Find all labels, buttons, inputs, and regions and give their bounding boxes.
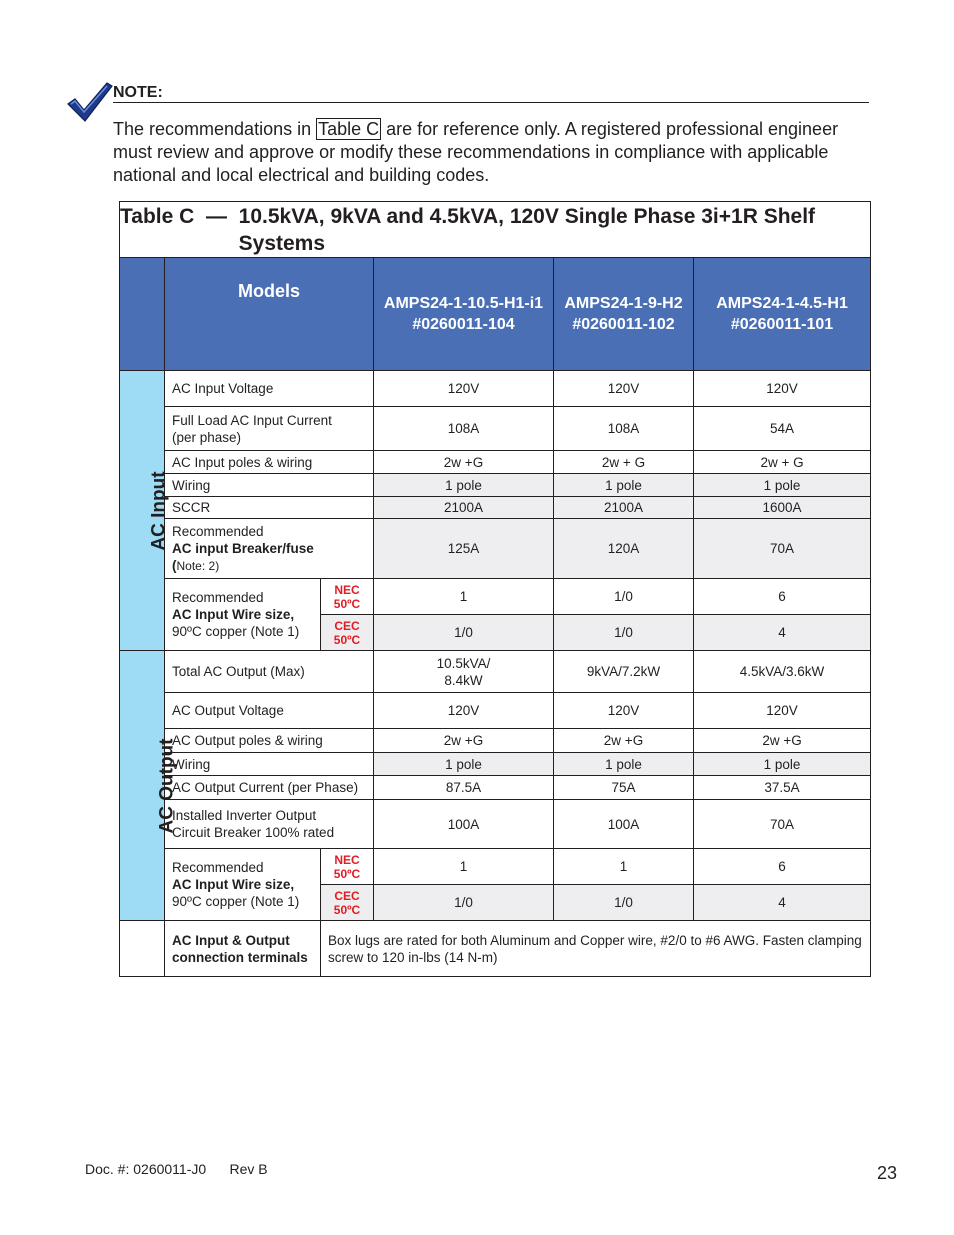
cell-value: 1/0	[554, 615, 694, 651]
cell-line: 8.4kW	[444, 672, 483, 688]
cell-value: 100A	[374, 800, 554, 849]
table-title-body: 10.5kVA, 9kVA and 4.5kVA, 120V Single Phase 3i+1R Shelf Systems	[238, 204, 816, 255]
row-label-line: Recommended	[172, 523, 264, 539]
cell-value: 2w + G	[694, 451, 871, 474]
cell-value: 2w +G	[374, 451, 554, 474]
table-row	[120, 693, 871, 729]
cell-value: 54A	[694, 407, 871, 451]
model-part: #0260011-104	[412, 316, 515, 333]
document-number: Doc. #: 0260011-J0 Rev B	[85, 1161, 268, 1177]
cell-value: 1600A	[694, 497, 871, 519]
note-text	[113, 118, 873, 187]
table-row	[120, 407, 871, 451]
cell-value: 1/0	[374, 885, 554, 921]
cell-value: 4	[694, 615, 871, 651]
table-title	[120, 202, 871, 258]
model-name: AMPS24-1-9-H2	[564, 295, 683, 312]
table-row	[120, 519, 871, 579]
cell-value: 120A	[554, 519, 694, 579]
model-part: #0260011-102	[572, 316, 675, 333]
note-text-end: are for reference only. A registered professional engineer must review and approve or modify these recommendations in compliance with applicable national and local electrical and building codes.	[113, 119, 839, 185]
nec-code	[321, 849, 374, 885]
row-label-line: Recommended	[172, 860, 264, 875]
note-paren: (	[172, 557, 177, 573]
row-label: Wiring	[165, 474, 374, 497]
cell-value: 1 pole	[694, 474, 871, 497]
cell-value: 120V	[374, 693, 554, 729]
row-label: AC Input Voltage	[165, 371, 374, 407]
row-label: AC Output Voltage	[165, 693, 374, 729]
cell-value: 1	[554, 849, 694, 885]
cell-value: 2100A	[374, 497, 554, 519]
ac-output-side-text: AC Output	[156, 738, 178, 833]
row-label-line: Full Load AC Input Current	[172, 412, 332, 428]
cell-value: 2w +G	[554, 729, 694, 753]
cell-value: 87.5A	[374, 776, 554, 800]
cell-value: 2w +G	[374, 729, 554, 753]
spec-table	[119, 201, 871, 977]
code-temp: 50ºC	[333, 596, 361, 611]
cell-value: 1 pole	[374, 474, 554, 497]
table-row	[120, 371, 871, 407]
note-divider	[113, 102, 869, 103]
model-header	[374, 258, 554, 371]
row-label-note	[172, 557, 366, 575]
page-number: 23	[877, 1163, 898, 1183]
row-label: AC Output Current (per Phase)	[165, 776, 374, 800]
cell-value: 1	[374, 849, 554, 885]
model-name: AMPS24-1-4.5-H1	[716, 295, 848, 312]
cell-value: 120V	[694, 371, 871, 407]
code-temp: 50ºC	[333, 902, 361, 917]
cec-code	[321, 885, 374, 921]
ac-input-side-label	[120, 371, 170, 651]
row-label-line: AC Input Wire size,	[172, 877, 295, 892]
cell-value: 70A	[694, 519, 871, 579]
cell-value: 9kVA/7.2kW	[554, 651, 694, 693]
table-row	[120, 776, 871, 800]
cell-value: 2w + G	[554, 451, 694, 474]
row-label-line: AC Input & Output	[172, 932, 290, 948]
model-part: #0260011-101	[730, 316, 834, 333]
table-title-prefix: Table C —	[120, 204, 239, 228]
table-row	[120, 849, 871, 885]
row-label	[165, 921, 321, 977]
cell-value: 6	[694, 849, 871, 885]
cell-value: 120V	[694, 693, 871, 729]
table-row	[120, 921, 871, 977]
ac-output-side-label	[120, 651, 178, 921]
row-label: SCCR	[165, 497, 374, 519]
table-row	[120, 451, 871, 474]
cell-value	[374, 651, 554, 693]
cell-line: 10.5kVA/	[436, 655, 491, 671]
code-name: CEC	[334, 618, 360, 633]
cell-value: 108A	[554, 407, 694, 451]
model-header	[554, 258, 694, 371]
nec-code	[321, 579, 374, 615]
code-name: NEC	[334, 852, 360, 867]
row-label-line: Circuit Breaker 100% rated	[172, 825, 335, 840]
row-label: AC Input poles & wiring	[165, 451, 374, 474]
table-row	[120, 651, 871, 693]
cell-value: 37.5A	[694, 776, 871, 800]
cell-value: 125A	[374, 519, 554, 579]
cell-value: 108A	[374, 407, 554, 451]
models-label: Models	[165, 258, 374, 371]
table-row	[120, 729, 871, 753]
row-label-line: Recommended	[172, 590, 264, 605]
code-name: CEC	[334, 888, 360, 903]
table-row	[120, 753, 871, 776]
row-label: Total AC Output (Max)	[165, 651, 374, 693]
cell-value: 120V	[554, 693, 694, 729]
table-header-row	[120, 258, 871, 371]
checkmark-icon	[66, 80, 114, 124]
cell-value: 1/0	[554, 579, 694, 615]
cell-value: 2w +G	[694, 729, 871, 753]
cell-value: 70A	[694, 800, 871, 849]
cell-value: 75A	[554, 776, 694, 800]
table-row	[120, 800, 871, 849]
table-row	[120, 474, 871, 497]
cell-value: 6	[694, 579, 871, 615]
header-corner	[120, 258, 165, 371]
row-label-line: Installed Inverter Output	[172, 808, 317, 823]
note-text-start: The recommendations in	[113, 119, 317, 139]
terminals-description: Box lugs are rated for both Aluminum and Copper wire, #2/0 to #6 AWG. Fasten clamping screw to 120 in-lbs (14 N-m)	[321, 921, 871, 977]
table-row	[120, 579, 871, 615]
model-name: AMPS24-1-10.5-H1-i1	[383, 295, 544, 312]
row-label-line: AC Input Wire size,	[172, 607, 295, 622]
row-label	[165, 849, 321, 921]
cell-value: 120V	[374, 371, 554, 407]
row-label: AC Output poles & wiring	[165, 729, 374, 753]
cell-value: 1 pole	[694, 753, 871, 776]
terminals-side-cell	[120, 921, 165, 977]
row-label	[165, 519, 374, 579]
cell-value: 1 pole	[554, 474, 694, 497]
row-label	[165, 407, 374, 451]
cell-value: 1	[374, 579, 554, 615]
note-title: NOTE:	[113, 84, 163, 101]
ac-input-side-text: AC Input	[148, 470, 170, 551]
table-c-link[interactable]: Table C	[318, 119, 380, 139]
cell-value: 1/0	[554, 885, 694, 921]
row-label: Wiring	[165, 753, 374, 776]
cell-value: 1 pole	[554, 753, 694, 776]
cell-value: 4	[694, 885, 871, 921]
code-temp: 50ºC	[333, 866, 361, 881]
note-ref: Note: 2)	[176, 558, 220, 573]
cell-value: 120V	[554, 371, 694, 407]
code-temp: 50ºC	[333, 632, 361, 647]
row-label-line: 90ºC copper (Note 1)	[172, 624, 300, 639]
cec-code	[321, 615, 374, 651]
cell-value: 1/0	[374, 615, 554, 651]
cell-value: 4.5kVA/3.6kW	[694, 651, 871, 693]
row-label-line: AC input Breaker/fuse	[172, 540, 314, 556]
row-label-line: (per phase)	[172, 429, 242, 445]
row-label	[165, 800, 374, 849]
code-name: NEC	[334, 582, 360, 597]
row-label-line: 90ºC copper (Note 1)	[172, 894, 300, 909]
cell-value: 2100A	[554, 497, 694, 519]
row-label-line: connection terminals	[172, 949, 308, 965]
cell-value: 1 pole	[374, 753, 554, 776]
row-label	[165, 579, 321, 651]
cell-value: 100A	[554, 800, 694, 849]
table-row	[120, 497, 871, 519]
model-header	[694, 258, 871, 371]
